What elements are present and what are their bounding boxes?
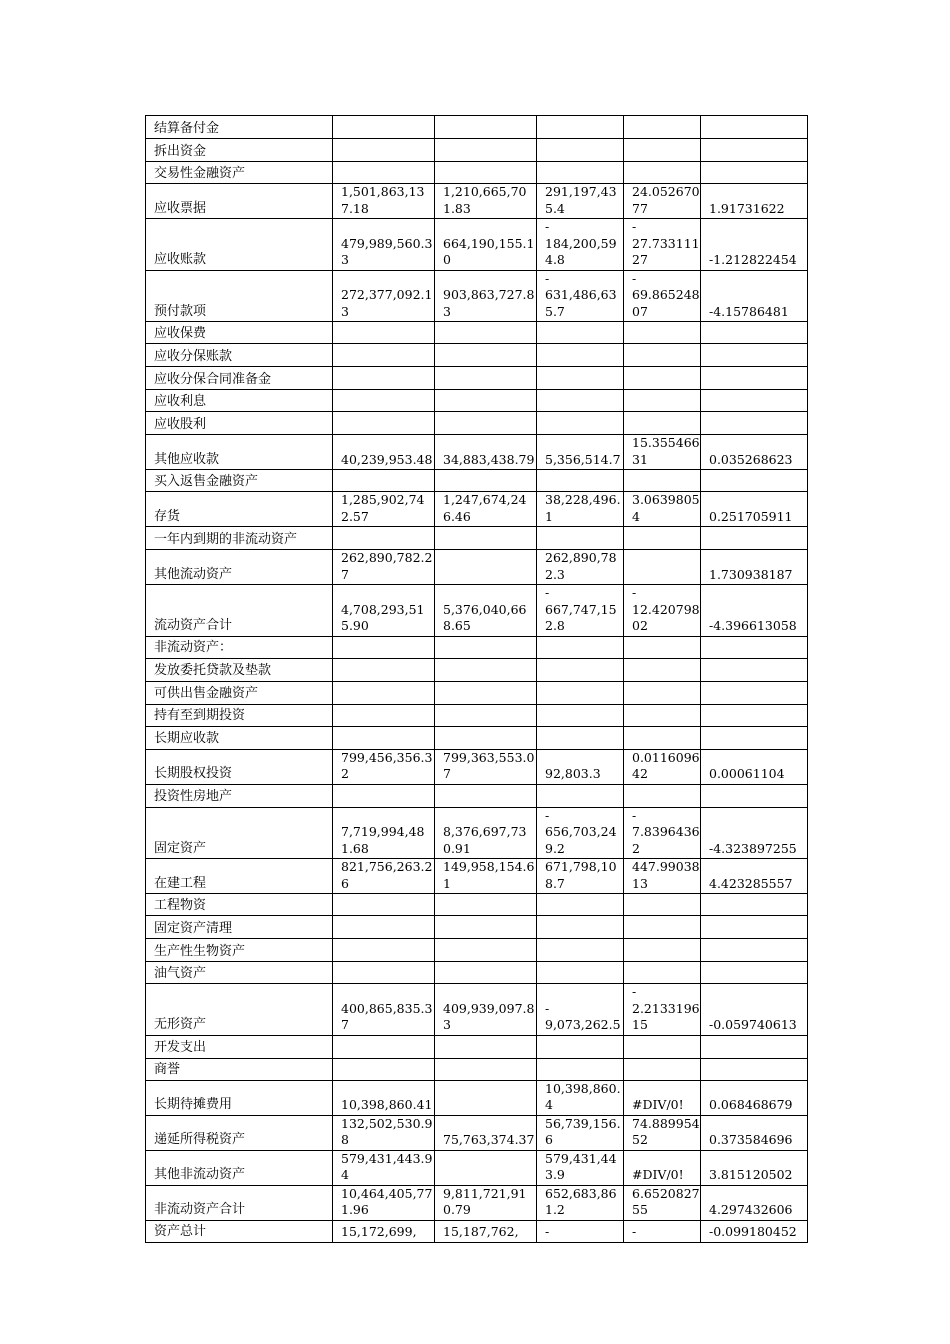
cell-col-2 <box>435 412 537 435</box>
cell-col-5 <box>701 139 808 162</box>
row-label: 资产总计 <box>146 1220 333 1242</box>
table-row <box>146 1058 808 1080</box>
row-label: 拆出资金 <box>146 139 333 162</box>
row-label: 其他流动资产 <box>146 550 333 585</box>
cell-col-1 <box>333 344 435 367</box>
table-row <box>146 704 808 726</box>
cell-col-1 <box>333 658 435 681</box>
cell-col-4: - 7.83964362 <box>624 807 701 859</box>
cell-col-2: 664,190,155.10 <box>435 219 537 271</box>
cell-col-3: - 9,073,262.5 <box>537 984 624 1036</box>
cell-col-1: 10,464,405,771.96 <box>333 1185 435 1220</box>
table-row <box>146 219 808 271</box>
cell-col-2 <box>435 726 537 749</box>
cell-col-5: 0.00061104 <box>701 749 808 784</box>
table-row <box>146 681 808 704</box>
cell-col-5: -4.323897255 <box>701 807 808 859</box>
cell-col-5: -4.396613058 <box>701 585 808 637</box>
table-row <box>146 270 808 322</box>
row-label: 发放委托贷款及垫款 <box>146 658 333 681</box>
cell-col-4: - 12.42079802 <box>624 585 701 637</box>
table-row <box>146 162 808 184</box>
cell-col-5 <box>701 658 808 681</box>
balance-sheet-table <box>145 115 808 1243</box>
cell-col-4: 6.652082755 <box>624 1185 701 1220</box>
cell-col-2 <box>435 139 537 162</box>
cell-col-5 <box>701 916 808 939</box>
cell-col-5 <box>701 470 808 492</box>
cell-col-3: 579,431,443.9 <box>537 1150 624 1185</box>
cell-col-5 <box>701 784 808 807</box>
cell-col-5 <box>701 367 808 390</box>
cell-col-1: 821,756,263.26 <box>333 859 435 894</box>
cell-col-5 <box>701 894 808 916</box>
cell-col-3 <box>537 322 624 344</box>
cell-col-2 <box>435 367 537 390</box>
cell-col-4 <box>624 658 701 681</box>
cell-col-5 <box>701 962 808 984</box>
table-row <box>146 322 808 344</box>
row-label: 递延所得税资产 <box>146 1115 333 1150</box>
cell-col-4 <box>624 636 701 658</box>
cell-col-2 <box>435 1150 537 1185</box>
cell-col-3 <box>537 636 624 658</box>
table-row <box>146 807 808 859</box>
cell-col-4: 15.35546631 <box>624 435 701 470</box>
cell-col-5: 1.91731622 <box>701 184 808 219</box>
table-row <box>146 1220 808 1242</box>
cell-col-4: 447.9903813 <box>624 859 701 894</box>
cell-col-3: 10,398,860.4 <box>537 1080 624 1115</box>
cell-col-3: 652,683,861.2 <box>537 1185 624 1220</box>
cell-col-4: - <box>624 1220 701 1242</box>
cell-col-2 <box>435 1058 537 1080</box>
cell-col-2 <box>435 1035 537 1058</box>
table-row <box>146 1115 808 1150</box>
cell-col-5 <box>701 1035 808 1058</box>
cell-col-1 <box>333 894 435 916</box>
cell-col-2: 9,811,721,910.79 <box>435 1185 537 1220</box>
cell-col-3 <box>537 1035 624 1058</box>
cell-col-3: - 656,703,249.2 <box>537 807 624 859</box>
table-row <box>146 984 808 1036</box>
cell-col-3 <box>537 412 624 435</box>
row-label: 应收分保账款 <box>146 344 333 367</box>
row-label: 长期待摊费用 <box>146 1080 333 1115</box>
cell-col-4 <box>624 550 701 585</box>
cell-col-4 <box>624 962 701 984</box>
cell-col-3 <box>537 784 624 807</box>
row-label: 其他非流动资产 <box>146 1150 333 1185</box>
cell-col-2 <box>435 636 537 658</box>
cell-col-3 <box>537 470 624 492</box>
cell-col-4 <box>624 1035 701 1058</box>
cell-col-3: 92,803.3 <box>537 749 624 784</box>
row-label: 流动资产合计 <box>146 585 333 637</box>
cell-col-4: 0.011609642 <box>624 749 701 784</box>
row-label: 非流动资产： <box>146 636 333 658</box>
table-row <box>146 470 808 492</box>
cell-col-4 <box>624 116 701 139</box>
table-row <box>146 435 808 470</box>
row-label: 油气资产 <box>146 962 333 984</box>
cell-col-3 <box>537 726 624 749</box>
cell-col-1: 479,989,560.33 <box>333 219 435 271</box>
cell-col-3 <box>537 962 624 984</box>
table-row <box>146 344 808 367</box>
cell-col-1 <box>333 116 435 139</box>
cell-col-1 <box>333 162 435 184</box>
cell-col-5 <box>701 939 808 962</box>
cell-col-3: - 631,486,635.7 <box>537 270 624 322</box>
cell-col-5: 0.373584696 <box>701 1115 808 1150</box>
table-row <box>146 658 808 681</box>
cell-col-3 <box>537 162 624 184</box>
cell-col-2 <box>435 550 537 585</box>
cell-col-4 <box>624 139 701 162</box>
table-row <box>146 784 808 807</box>
cell-col-2 <box>435 162 537 184</box>
table-row <box>146 1185 808 1220</box>
cell-col-3: 262,890,782.3 <box>537 550 624 585</box>
cell-col-4: #DIV/0! <box>624 1150 701 1185</box>
cell-col-3 <box>537 704 624 726</box>
table-row <box>146 1150 808 1185</box>
row-label: 交易性金融资产 <box>146 162 333 184</box>
cell-col-4 <box>624 470 701 492</box>
table-row <box>146 1080 808 1115</box>
cell-col-5 <box>701 636 808 658</box>
cell-col-1 <box>333 527 435 550</box>
cell-col-2 <box>435 704 537 726</box>
row-label: 生产性生物资产 <box>146 939 333 962</box>
cell-col-5 <box>701 116 808 139</box>
cell-col-3 <box>537 1058 624 1080</box>
cell-col-5 <box>701 1058 808 1080</box>
cell-col-5 <box>701 527 808 550</box>
cell-col-4: - 27.73311127 <box>624 219 701 271</box>
table-row <box>146 116 808 139</box>
cell-col-2 <box>435 916 537 939</box>
cell-col-4 <box>624 390 701 412</box>
cell-col-1 <box>333 139 435 162</box>
row-label: 应收票据 <box>146 184 333 219</box>
row-label: 预付款项 <box>146 270 333 322</box>
cell-col-4: 3.06398054 <box>624 492 701 527</box>
cell-col-3 <box>537 681 624 704</box>
cell-col-4: 24.05267077 <box>624 184 701 219</box>
table-row <box>146 939 808 962</box>
cell-col-5: 0.035268623 <box>701 435 808 470</box>
cell-col-2: 8,376,697,730.91 <box>435 807 537 859</box>
cell-col-4 <box>624 162 701 184</box>
row-label: 一年内到期的非流动资产 <box>146 527 333 550</box>
cell-col-5: 0.251705911 <box>701 492 808 527</box>
row-label: 商誉 <box>146 1058 333 1080</box>
cell-col-4 <box>624 412 701 435</box>
cell-col-2: 1,210,665,701.83 <box>435 184 537 219</box>
cell-col-3 <box>537 939 624 962</box>
cell-col-1: 400,865,835.37 <box>333 984 435 1036</box>
cell-col-4 <box>624 916 701 939</box>
cell-col-1: 132,502,530.98 <box>333 1115 435 1150</box>
cell-col-4: 74.88995452 <box>624 1115 701 1150</box>
table-row <box>146 390 808 412</box>
cell-col-5: 3.815120502 <box>701 1150 808 1185</box>
table-row <box>146 749 808 784</box>
table-row <box>146 636 808 658</box>
cell-col-4 <box>624 726 701 749</box>
cell-col-3: 5,356,514.7 <box>537 435 624 470</box>
cell-col-1: 272,377,092.13 <box>333 270 435 322</box>
table-row <box>146 184 808 219</box>
cell-col-1: 10,398,860.41 <box>333 1080 435 1115</box>
cell-col-2 <box>435 322 537 344</box>
cell-col-1: 1,285,902,742.57 <box>333 492 435 527</box>
cell-col-2: 149,958,154.61 <box>435 859 537 894</box>
cell-col-5: 4.297432606 <box>701 1185 808 1220</box>
cell-col-1 <box>333 367 435 390</box>
row-label: 应收分保合同准备金 <box>146 367 333 390</box>
cell-col-1: 40,239,953.48 <box>333 435 435 470</box>
table-row <box>146 859 808 894</box>
cell-col-2 <box>435 470 537 492</box>
row-label: 应收账款 <box>146 219 333 271</box>
row-label: 在建工程 <box>146 859 333 894</box>
table-row <box>146 585 808 637</box>
row-label: 投资性房地产 <box>146 784 333 807</box>
cell-col-4 <box>624 784 701 807</box>
row-label: 其他应收款 <box>146 435 333 470</box>
cell-col-1 <box>333 322 435 344</box>
cell-col-3: 291,197,435.4 <box>537 184 624 219</box>
row-label: 应收股利 <box>146 412 333 435</box>
cell-col-3 <box>537 658 624 681</box>
table-body <box>146 116 808 1243</box>
cell-col-1: 262,890,782.27 <box>333 550 435 585</box>
row-label: 长期应收款 <box>146 726 333 749</box>
cell-col-1 <box>333 636 435 658</box>
row-label: 存货 <box>146 492 333 527</box>
cell-col-2 <box>435 344 537 367</box>
row-label: 固定资产清理 <box>146 916 333 939</box>
cell-col-2 <box>435 784 537 807</box>
cell-col-1: 1,501,863,137.18 <box>333 184 435 219</box>
cell-col-1 <box>333 1058 435 1080</box>
cell-col-1 <box>333 726 435 749</box>
row-label: 应收保费 <box>146 322 333 344</box>
cell-col-3 <box>537 894 624 916</box>
cell-col-4 <box>624 894 701 916</box>
cell-col-2 <box>435 681 537 704</box>
cell-col-1 <box>333 390 435 412</box>
cell-col-2 <box>435 962 537 984</box>
table-row <box>146 894 808 916</box>
cell-col-5: -1.212822454 <box>701 219 808 271</box>
cell-col-2 <box>435 390 537 412</box>
row-label: 持有至到期投资 <box>146 704 333 726</box>
cell-col-1 <box>333 916 435 939</box>
cell-col-2 <box>435 939 537 962</box>
cell-col-1: 4,708,293,515.90 <box>333 585 435 637</box>
cell-col-5: -4.15786481 <box>701 270 808 322</box>
cell-col-2: 5,376,040,668.65 <box>435 585 537 637</box>
cell-col-1: 579,431,443.94 <box>333 1150 435 1185</box>
cell-col-4: - 69.86524807 <box>624 270 701 322</box>
cell-col-3 <box>537 527 624 550</box>
cell-col-3: - 184,200,594.8 <box>537 219 624 271</box>
cell-col-2: 903,863,727.83 <box>435 270 537 322</box>
cell-col-2: 75,763,374.37 <box>435 1115 537 1150</box>
cell-col-5: -0.059740613 <box>701 984 808 1036</box>
cell-col-2 <box>435 527 537 550</box>
cell-col-3: 671,798,108.7 <box>537 859 624 894</box>
table-row <box>146 412 808 435</box>
cell-col-1 <box>333 412 435 435</box>
cell-col-3: 38,228,496.1 <box>537 492 624 527</box>
cell-col-1: 15,172,699, <box>333 1220 435 1242</box>
cell-col-3 <box>537 916 624 939</box>
cell-col-5 <box>701 322 808 344</box>
cell-col-1 <box>333 681 435 704</box>
row-label: 固定资产 <box>146 807 333 859</box>
row-label: 非流动资产合计 <box>146 1185 333 1220</box>
table-row <box>146 962 808 984</box>
cell-col-3 <box>537 139 624 162</box>
table-row <box>146 916 808 939</box>
cell-col-3 <box>537 390 624 412</box>
cell-col-4 <box>624 704 701 726</box>
cell-col-5 <box>701 412 808 435</box>
cell-col-1 <box>333 939 435 962</box>
cell-col-1: 7,719,994,481.68 <box>333 807 435 859</box>
cell-col-5 <box>701 726 808 749</box>
cell-col-4 <box>624 1058 701 1080</box>
cell-col-2: 34,883,438.79 <box>435 435 537 470</box>
cell-col-5: 4.423285557 <box>701 859 808 894</box>
cell-col-3: - <box>537 1220 624 1242</box>
cell-col-3 <box>537 344 624 367</box>
cell-col-2 <box>435 894 537 916</box>
table-row <box>146 139 808 162</box>
table-row <box>146 550 808 585</box>
cell-col-1 <box>333 470 435 492</box>
cell-col-5 <box>701 390 808 412</box>
table-row <box>146 527 808 550</box>
row-label: 应收利息 <box>146 390 333 412</box>
cell-col-4: #DIV/0! <box>624 1080 701 1115</box>
cell-col-1 <box>333 962 435 984</box>
row-label: 买入返售金融资产 <box>146 470 333 492</box>
cell-col-4 <box>624 322 701 344</box>
cell-col-3: - 667,747,152.8 <box>537 585 624 637</box>
table-row <box>146 492 808 527</box>
cell-col-1: 799,456,356.32 <box>333 749 435 784</box>
cell-col-3 <box>537 367 624 390</box>
cell-col-3 <box>537 116 624 139</box>
cell-col-2: 15,187,762, <box>435 1220 537 1242</box>
table-row <box>146 1035 808 1058</box>
row-label: 工程物资 <box>146 894 333 916</box>
cell-col-4 <box>624 681 701 704</box>
cell-col-5: 0.068468679 <box>701 1080 808 1115</box>
row-label: 长期股权投资 <box>146 749 333 784</box>
cell-col-5 <box>701 681 808 704</box>
row-label: 结算备付金 <box>146 116 333 139</box>
cell-col-5 <box>701 704 808 726</box>
cell-col-4 <box>624 939 701 962</box>
cell-col-5 <box>701 162 808 184</box>
row-label: 无形资产 <box>146 984 333 1036</box>
cell-col-3: 56,739,156.6 <box>537 1115 624 1150</box>
cell-col-5: 1.730938187 <box>701 550 808 585</box>
cell-col-4 <box>624 367 701 390</box>
table-row <box>146 367 808 390</box>
cell-col-1 <box>333 704 435 726</box>
cell-col-5 <box>701 344 808 367</box>
table-row <box>146 726 808 749</box>
cell-col-2 <box>435 658 537 681</box>
cell-col-4 <box>624 527 701 550</box>
cell-col-1 <box>333 784 435 807</box>
cell-col-1 <box>333 1035 435 1058</box>
cell-col-2: 799,363,553.07 <box>435 749 537 784</box>
cell-col-2 <box>435 1080 537 1115</box>
cell-col-2 <box>435 116 537 139</box>
cell-col-4: - 2.213319615 <box>624 984 701 1036</box>
cell-col-5: -0.099180452 <box>701 1220 808 1242</box>
row-label: 可供出售金融资产 <box>146 681 333 704</box>
row-label: 开发支出 <box>146 1035 333 1058</box>
cell-col-4 <box>624 344 701 367</box>
cell-col-2: 409,939,097.83 <box>435 984 537 1036</box>
cell-col-2: 1,247,674,246.46 <box>435 492 537 527</box>
